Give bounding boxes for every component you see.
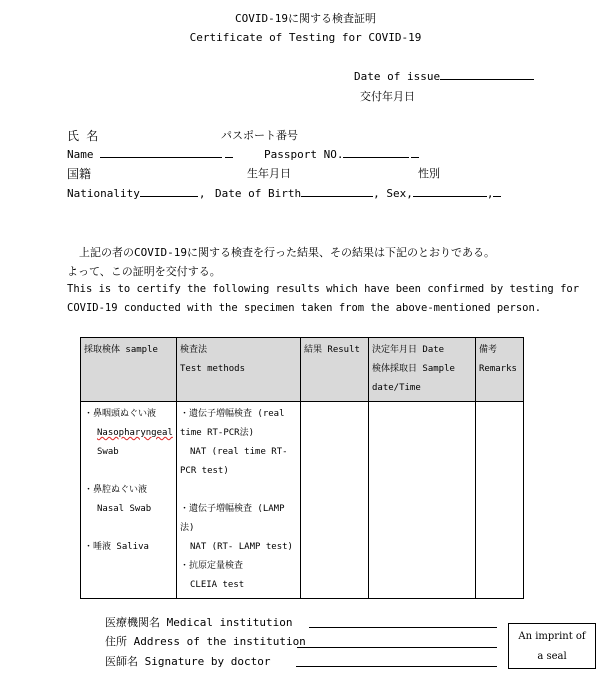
header-method-en: Test methods bbox=[180, 364, 246, 374]
institution-label: 医療機関名 Medical institution bbox=[105, 616, 293, 629]
sample-cell bbox=[81, 402, 177, 599]
passport-field[interactable] bbox=[343, 147, 409, 158]
header-result-label: 結果 Result bbox=[304, 345, 360, 355]
method-cleia-jp: ・抗原定量検査 bbox=[180, 561, 244, 571]
title-jp: COVID-19に関する検査証明 bbox=[235, 12, 376, 25]
header-remarks-jp: 備考 bbox=[479, 345, 498, 355]
sample-saliva: ・唾液 Saliva bbox=[84, 542, 149, 552]
doctor-label: 医師名 Signature by doctor bbox=[105, 655, 271, 668]
dob-label: Date of Birth bbox=[215, 187, 302, 200]
address-field[interactable] bbox=[297, 647, 497, 648]
nationality-label-jp: 国籍 bbox=[67, 167, 92, 181]
test-results-table bbox=[80, 337, 524, 599]
passport-field-tail bbox=[411, 147, 419, 158]
dob-field[interactable] bbox=[301, 186, 373, 197]
nationality-row bbox=[67, 186, 205, 200]
title-en: Certificate of Testing for COVID-19 bbox=[189, 31, 422, 44]
method-cell bbox=[177, 402, 301, 599]
date-of-issue-row bbox=[354, 69, 534, 83]
header-method bbox=[177, 338, 301, 402]
header-sample-label: 採取検体 sample bbox=[84, 345, 158, 355]
nationality-field[interactable] bbox=[140, 186, 198, 197]
date-of-issue-label-jp: 交付年月日 bbox=[360, 90, 415, 103]
method-pcr-jp-cont: time RT-PCR法) bbox=[180, 428, 255, 438]
sample-nasopharyngeal-jp: ・鼻咽頭ぬぐい液 bbox=[84, 409, 157, 419]
name-label-jp: 氏 名 bbox=[67, 129, 99, 143]
dob-label-jp: 生年月日 bbox=[247, 167, 291, 180]
statement-jp-line1: 上記の者のCOVID-19に関する検査を行った結果、その結果は下記のとおりである。 bbox=[79, 246, 495, 259]
sample-nasal-en: Nasal Swab bbox=[97, 504, 152, 514]
date-of-issue-field[interactable] bbox=[440, 69, 534, 80]
table-header-row bbox=[81, 338, 524, 402]
header-date-line2: 検体採取日 Sample bbox=[372, 364, 455, 374]
remarks-cell[interactable] bbox=[476, 402, 524, 599]
passport-row bbox=[264, 147, 419, 161]
passport-label: Passport NO. bbox=[264, 148, 344, 161]
doctor-signature-field[interactable] bbox=[296, 666, 497, 667]
sex-comma-prefix: , bbox=[406, 187, 413, 200]
name-field-tail bbox=[225, 147, 233, 158]
passport-label-jp: パスポート番号 bbox=[221, 129, 298, 142]
name-field[interactable] bbox=[100, 147, 222, 158]
name-label: Name bbox=[67, 148, 94, 161]
sample-nasopharyngeal-swab: Swab bbox=[97, 447, 119, 457]
header-sample bbox=[81, 338, 177, 402]
method-pcr-jp: ・遺伝子増幅検査 (real bbox=[180, 409, 285, 419]
seal-text-line2: a seal bbox=[537, 651, 567, 662]
method-lamp-jp-cont: 法) bbox=[180, 523, 195, 533]
nationality-comma: , bbox=[198, 187, 206, 200]
header-date-line1: 決定年月日 Date bbox=[372, 345, 445, 355]
address-label: 住所 Address of the institution bbox=[105, 635, 306, 648]
header-remarks bbox=[476, 338, 524, 402]
sex-label-jp: 性別 bbox=[418, 167, 440, 180]
method-cleia-en: CLEIA test bbox=[190, 580, 245, 590]
date-cell[interactable] bbox=[369, 402, 476, 599]
header-method-jp: 検査法 bbox=[180, 345, 208, 355]
statement-en-line1: This is to certify the following results which have been confirmed by testing for bbox=[67, 283, 580, 295]
header-date bbox=[369, 338, 476, 402]
header-remarks-en: Remarks bbox=[479, 364, 517, 374]
nationality-label: Nationality bbox=[67, 187, 140, 200]
statement-en-line2: COVID-19 conducted with the specimen taken from the above-mentioned person. bbox=[67, 302, 542, 314]
sample-nasal-jp: ・鼻腔ぬぐい液 bbox=[84, 485, 148, 495]
sex-field-tail bbox=[493, 186, 501, 197]
dob-row bbox=[215, 186, 501, 200]
institution-field[interactable] bbox=[309, 627, 497, 628]
seal-box bbox=[508, 623, 596, 669]
table-row bbox=[81, 402, 524, 599]
name-row bbox=[67, 147, 233, 161]
result-cell[interactable] bbox=[301, 402, 369, 599]
method-pcr-en: NAT (real time RT- bbox=[190, 447, 288, 457]
dob-comma: , bbox=[373, 187, 387, 200]
statement-jp-line2: よって、この証明を交付する。 bbox=[67, 265, 221, 278]
method-pcr-en-cont: PCR test) bbox=[180, 466, 229, 476]
sex-comma: , bbox=[486, 187, 494, 200]
seal-text-line1: An imprint of bbox=[518, 631, 586, 642]
sex-field[interactable] bbox=[413, 186, 487, 197]
date-of-issue-label: Date of issue bbox=[354, 70, 441, 83]
method-lamp-en: NAT (RT- LAMP test) bbox=[190, 542, 293, 552]
sex-label: Sex bbox=[386, 187, 407, 200]
sample-nasopharyngeal-en: Nasopharyngeal bbox=[97, 428, 173, 438]
header-result bbox=[301, 338, 369, 402]
method-lamp-jp: ・遺伝子増幅検査 (LAMP bbox=[180, 504, 285, 514]
header-date-line3: date/Time bbox=[372, 383, 421, 393]
